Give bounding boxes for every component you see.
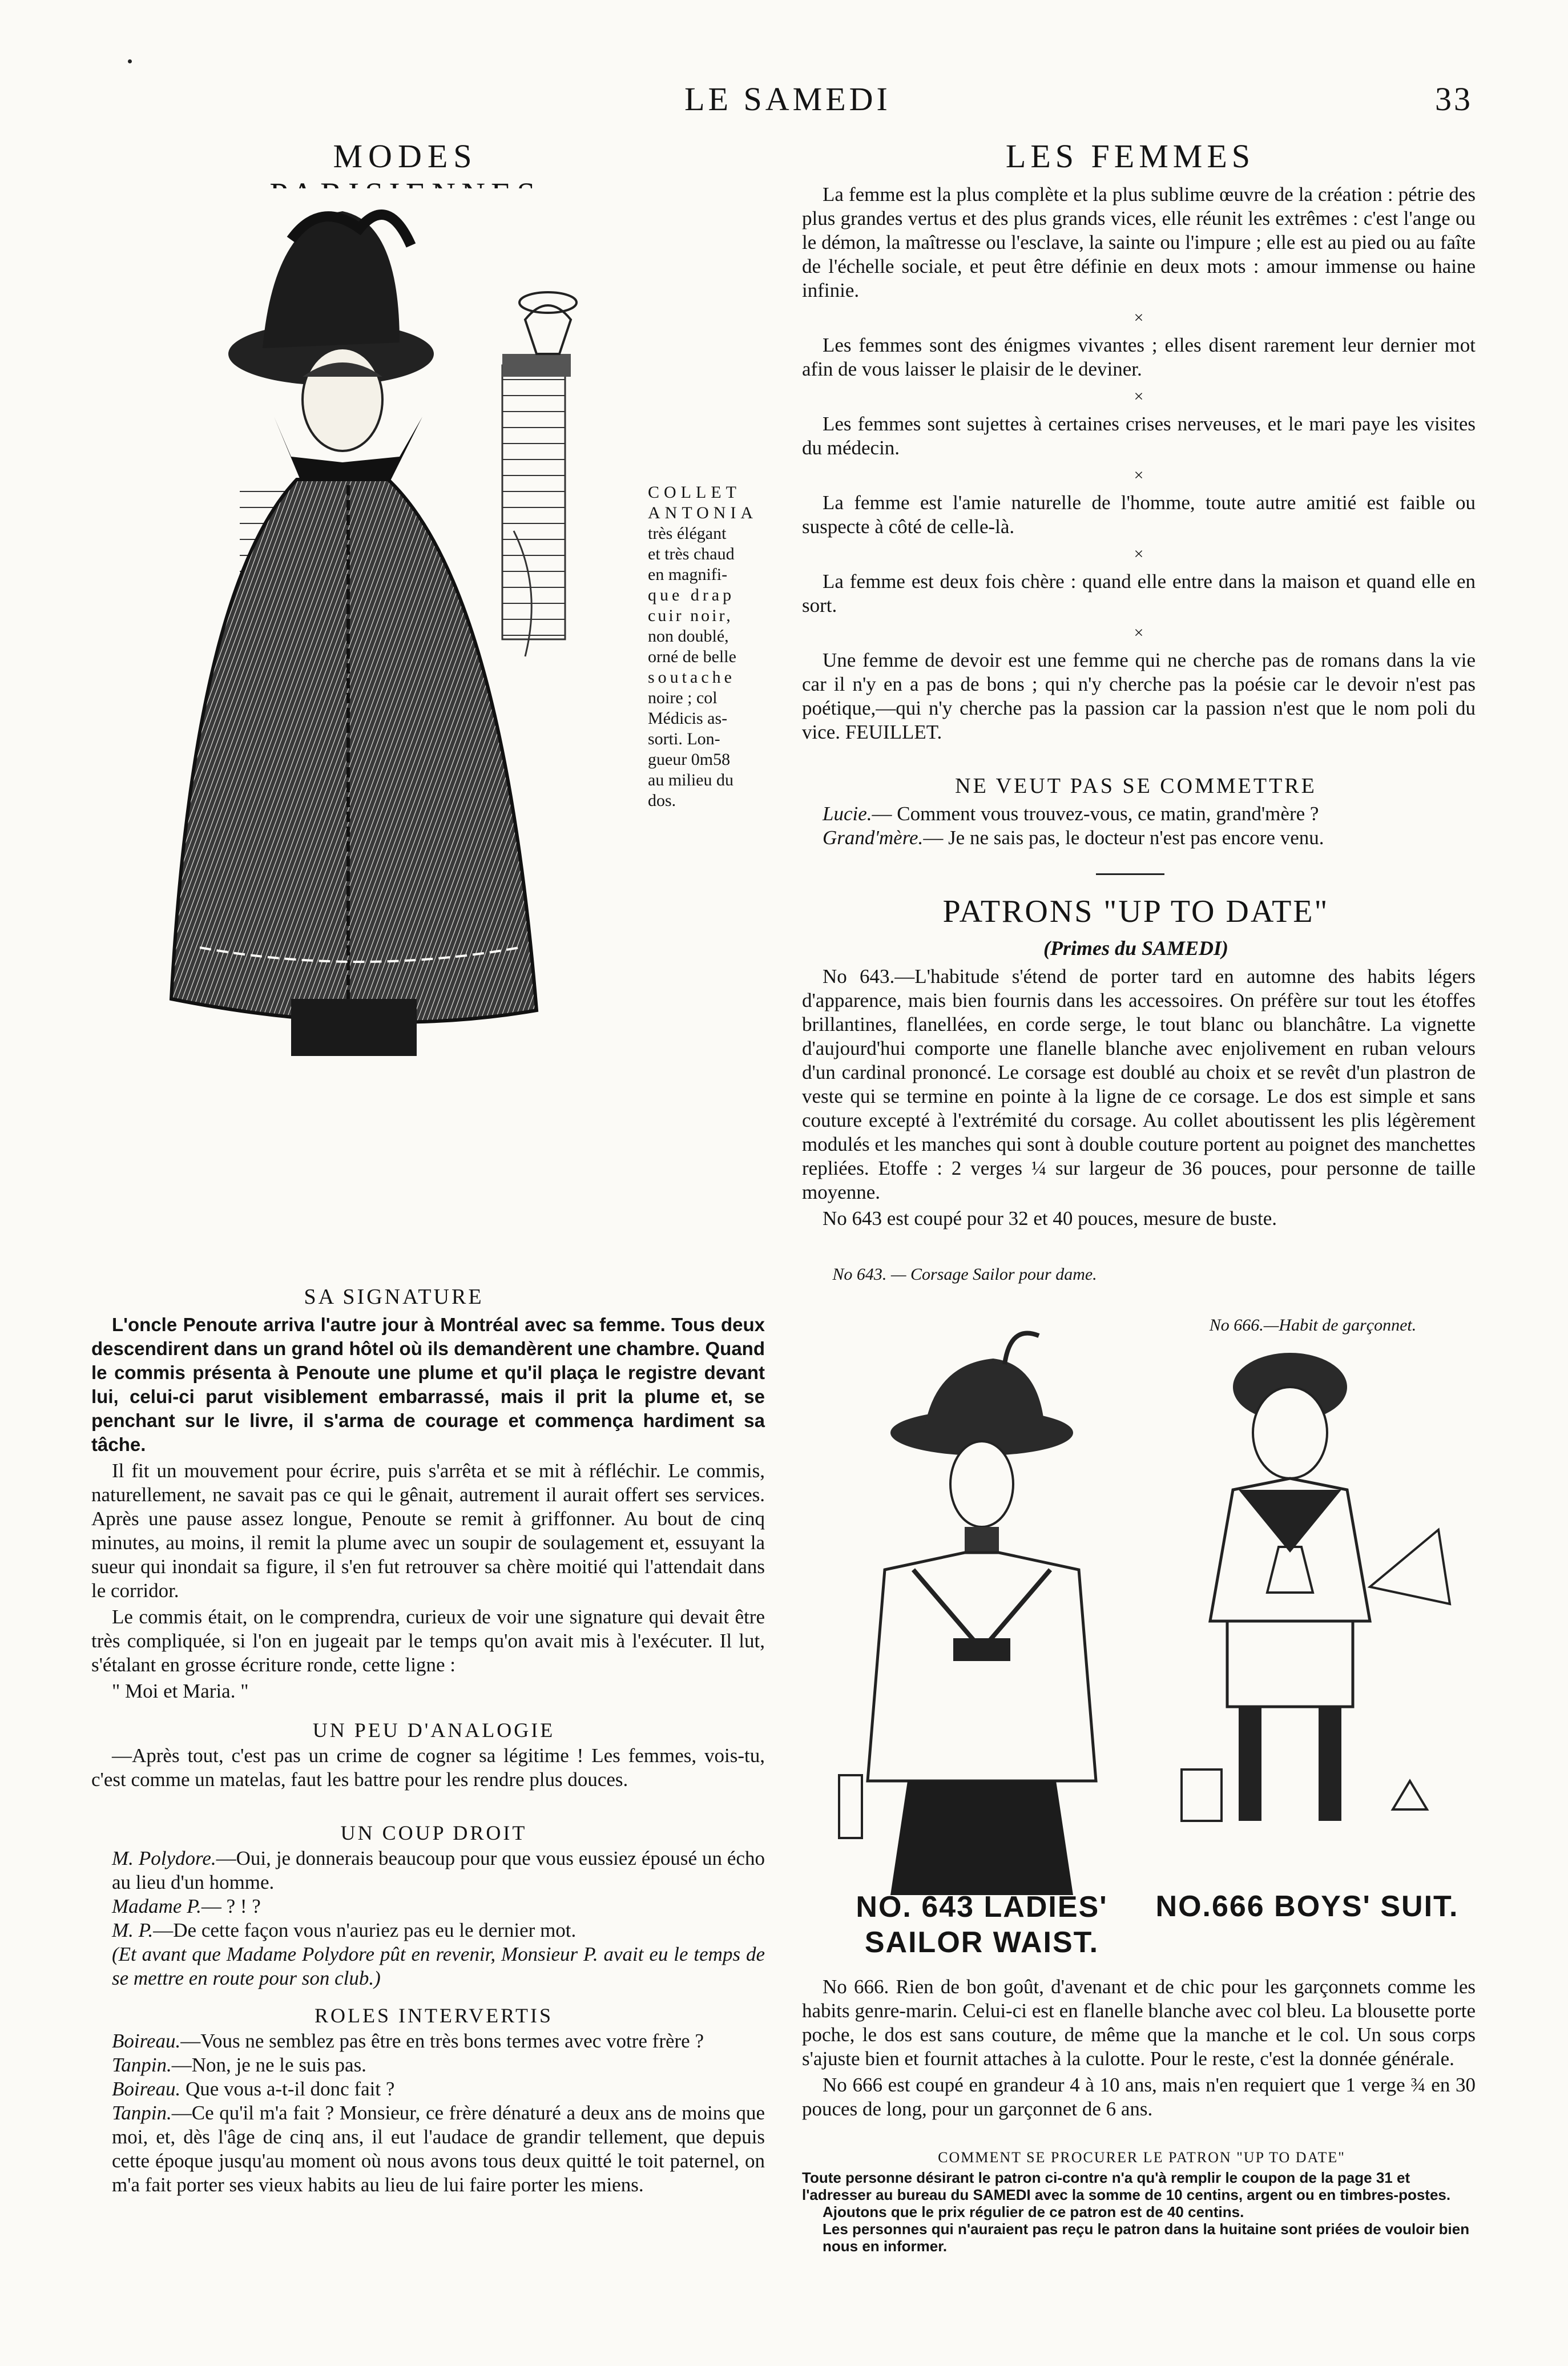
caption-line: noire ; col [648,688,718,707]
signature-paragraph: Le commis était, on le comprendra, curieux de voir une signature qui devait être très compliquée, si l'on en jugeait par le temps qu'on avait mis à l'exécuter. Il lut, s'étalant en grosse écriture ronde, cette ligne : [91,1606,765,1676]
speaker: Tanpin. [112,2054,172,2076]
boys-suit-illustration [1153,1336,1473,1895]
procure-text [802,2169,1476,2255]
sailor-waist-drawing [822,1330,1142,1895]
femmes-paragraph: La femme est deux fois chère : quand elle entre dans la maison et quand elle en sort. [802,570,1476,616]
caption-line: au milieu du [648,771,733,789]
procure-line: Toute personne désirant le patron ci-contre n'a qu'à remplir le coupon de la page 31 et l'adresser au bureau du SAMEDI avec la somme de 10 centins, argent ou en timbres-postes. [802,2169,1451,2203]
speaker: Boireau. [112,2030,181,2052]
dialog-line [91,1918,765,1942]
analogie-paragraph: —Après tout, c'est pas un crime de cogner sa légitime ! Les femmes, vois-tu, c'est comme un matelas, faut les battre pour les rendre plus douces. [91,1744,765,1791]
coup-title: UN COUP DROIT [340,1821,527,1844]
procure-title: COMMENT SE PROCURER LE PATRON "UP TO DATE" [938,2149,1345,2166]
fig666-label: NO.666 BOYS' SUIT. [1155,1890,1459,1923]
femmes-paragraph: La femme est la plus complète et la plus sublime œuvre de la création : pétrie des plus grandes vertus et des plus grands vices, elle réunit les extrêmes : c'est l'ange ou le démon, la maîtresse ou l'esclave, la sainte ou l'impure ; elle est au pied ou au faîte de l'échelle sociale, et peut être définie en deux mots : amour immense ou haine infinie. [802,183,1476,301]
analogie-text [91,1744,765,1794]
caption-line: Médicis as- [648,709,728,728]
coup-dialog [91,1847,765,1990]
caption-line: sorti. Lon- [648,729,720,748]
dialog-text: —De cette façon vous n'auriez pas eu le dernier mot. [153,1919,577,1941]
dialog-text: —Ce qu'il m'a fait ? Monsieur, ce frère dénaturé a deux ans de moins que moi, et, dès l'âge de cinq ans, il eut l'audace de grandir tellement, que depuis cette époque jusqu'au moment où nous avons tous deux quitté le toit paternel, on m'a fait porter ses vieux habits au lieu de lui faire porter les miens. [112,2102,765,2196]
woman-cape-illustration [103,188,628,1216]
roles-dialog [91,2029,765,2197]
commettre-title: NE VEUT PAS SE COMMETTRE [955,774,1317,798]
caption-line: dos. [648,791,676,810]
signature-paragraph: " Moi et Maria. " [112,1680,249,1702]
caption-line: très élégant [648,524,727,543]
patrons-paragraph: No 643.—L'habitude s'étend de porter tard en automne des habits légers d'apparence, mais bien fournis dans les accessoires. On préfère sur tout les étoffes brillantines, flanellées, en corde serge, le tout blanc ou blanchâtre. La vignette d'aujourd'hui comporte une flanelle blanche avec enjolivement en ruban velours d'un cardinal prononcé. Le corsage est doublé au choix et se revêt d'un plastron de veste qui se termine en pointe à la ligne de ce corsage. Le dos est simple et sans couture excepté à l'extrémité du corsage. Au collet aboutissent les plis légèrement modulés et les manches qui sont à double couture portent au poignet des manchettes repliées. Etoffe : 2 verges ¼ sur largeur de 36 pouces, pour personne de taille moyenne. [802,965,1476,1203]
signature-paragraph: Il fit un mouvement pour écrire, puis s'arrêta et se mit à réfléchir. Le commis, naturellement, ne savait pas ce qui le gênait, autrement il aurait offert ses services. Après une pause assez longue, Penoute se remit à griffonner. Au bout de cinq minutes, au moins, il remit la plume avec un soupir de soulagement et, essuyant la sueur qui inondait sa figure, il s'en fut retrouver sa chère moitié qui l'attendait dans le corridor. [91,1460,765,1602]
dialog-line [802,826,1476,850]
patrons-subtitle: (Primes du SAMEDI) [1043,937,1229,960]
caption-line: soutache [648,668,735,687]
caption-line: ANTONIA [648,503,758,522]
dialog-text: — ? ! ? [201,1895,261,1917]
cape-caption [648,482,768,811]
page-number: 33 [1435,80,1473,118]
caption-line: cuir noir, [648,606,733,625]
dialog-text: Que vous a-t-il donc fait ? [180,2078,395,2100]
patrons-text-2 [802,1975,1476,2123]
caption-line: gueur 0m58 [648,750,731,769]
speaker: M. Polydore. [112,1847,216,1869]
dialog-text: —Vous ne semblez pas être en très bons termes avec votre frère ? [180,2030,704,2052]
analogie-title: UN PEU D'ANALOGIE [312,1719,555,1742]
femmes-paragraph: Les femmes sont sujettes à certaines crises nerveuses, et le mari paye les visites du médecin. [802,413,1476,459]
caption-line: orné de belle [648,647,736,666]
separator: × [1134,466,1144,485]
speaker: Grand'mère. [823,827,924,849]
coup-note: (Et avant que Madame Polydore pût en revenir, Monsieur P. avait eu le temps de se mettre en route pour son club.) [112,1943,765,1989]
patrons-paragraph: No 666 est coupé en grandeur 4 à 10 ans, mais n'en requiert que 1 verge ¾ en 30 pouces de long, pour un garçonnet de 6 ans. [802,2074,1476,2120]
dialog-line [91,2101,765,2197]
speck [128,59,132,63]
separator: × [1134,387,1144,406]
patrons-text [802,965,1476,1233]
dialog-text: —Non, je ne le suis pas. [171,2054,366,2076]
commettre-dialog [802,802,1476,850]
dialog-line [802,802,1476,826]
speaker: Lucie. [823,803,872,825]
caption-line: en magnifi- [648,565,728,584]
femmes-text [802,183,1476,747]
fig643-label: NO. 643 LADIES' SAILOR WAIST. [856,1891,1108,1959]
dialog-text: — Comment vous trouvez-vous, ce matin, grand'mère ? [872,803,1319,825]
cape-drawing [103,188,628,1216]
dialog-line [91,2053,765,2077]
patrons-paragraph: No 666. Rien de bon goût, d'avenant et de chic pour les garçonnets comme les habits genre-marin. Celui-ci est en flanelle blanche avec col bleu. La blousette porte poche, le dos est sans couture, de même que la manche et le col. Un sous corps s'ajuste bien et fournit attaches à la culotte. Pour le reste, c'est la donnée générale. [802,1976,1476,2070]
fig666-caption: No 666.—Habit de garçonnet. [1209,1316,1417,1335]
procure-line: Les personnes qui n'auraient pas reçu le patron dans la huitaine sont priées de vouloir bien nous en informer. [823,2220,1470,2255]
separator: × [1134,308,1144,327]
dialog-line [91,1847,765,1895]
dialog-text: — Je ne sais pas, le docteur n'est pas encore venu. [923,827,1324,849]
signature-text [91,1313,765,1706]
modes-title: MODES [333,138,478,175]
separator: × [1134,623,1144,642]
speaker: Tanpin. [112,2102,172,2124]
newspaper-title: LE SAMEDI [684,80,891,118]
caption-line: que drap [648,586,735,604]
speaker: M. P. [112,1919,154,1941]
femmes-paragraph: Les femmes sont des énigmes vivantes ; elles disent rarement leur dernier mot afin de vous laisser le plaisir de le deviner. [802,334,1476,380]
caption-line: et très chaud [648,545,735,563]
separator: × [1134,545,1144,563]
dialog-line [91,1895,765,1918]
procure-line: Ajoutons que le prix régulier de ce patron est de 40 centins. [823,2203,1244,2220]
fig643-caption: No 643. — Corsage Sailor pour dame. [832,1265,1097,1284]
femmes-paragraph: La femme est l'amie naturelle de l'homme, toute autre amitié est faible ou suspecte à côté de celle-là. [802,491,1476,538]
boys-suit-drawing [1153,1336,1473,1895]
caption-line: non doublé, [648,627,729,646]
femmes-paragraph: Une femme de devoir est une femme qui ne cherche pas de romans dans la vie car il n'y en a pas de bons ; qui n'y cherche pas la poésie car le devoir n'est pas poétique,—qui n'y cherche pas la passion car la passion n'est que le nom poli du vice. FEUILLET. [802,649,1476,743]
dialog-line [91,2029,765,2053]
signature-paragraph: L'oncle Penoute arriva l'autre jour à Montréal avec sa femme. Tous deux descendirent dans un grand hôtel où ils demandèrent une chambre. Quand le commis présenta à Penoute une plume et qu'il plaça le registre devant lui, celui-ci parut visiblement embarrassé, mais il prit la plume et, se penchant sur le livre, il s'arma de courage et commença hardiment sa tâche. [91,1314,765,1455]
divider [1096,873,1164,875]
patrons-title: PATRONS "UP TO DATE" [942,894,1329,929]
femmes-title: LES FEMMES [1005,138,1255,175]
patrons-paragraph: No 643 est coupé pour 32 et 40 pouces, mesure de buste. [823,1207,1277,1230]
dialog-line [91,2077,765,2101]
signature-title: SA SIGNATURE [304,1285,484,1309]
speaker: Boireau. [112,2078,181,2100]
sailor-waist-illustration [822,1330,1142,1895]
speaker: Madame P. [112,1895,201,1917]
roles-title: ROLES INTERVERTIS [315,2004,553,2027]
dialog-text: —Oui, je donnerais beaucoup pour que vous eussiez épousé un écho au lieu d'un homme. [112,1847,765,1893]
caption-line: COLLET [648,483,741,502]
